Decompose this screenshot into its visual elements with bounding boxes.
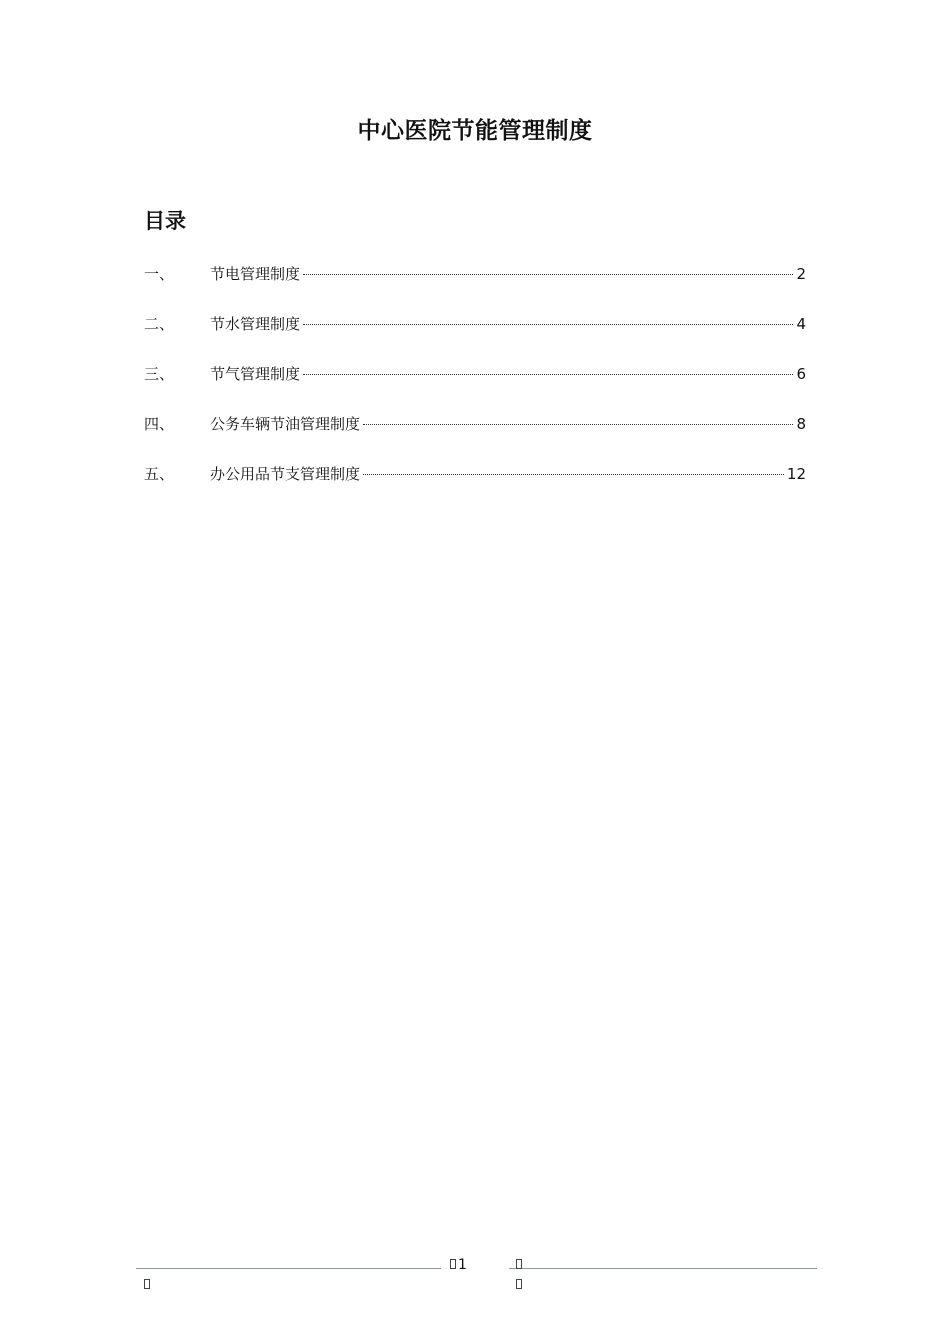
toc-entry-page: 2 [796, 265, 806, 283]
toc-dot-leader [303, 324, 793, 325]
missing-glyph-icon [450, 1259, 456, 1269]
missing-glyph-icon [516, 1279, 522, 1289]
toc-entry-number: 四、 [144, 415, 175, 433]
toc-entry-title: 公务车辆节油管理制度 [210, 415, 361, 433]
footer-rule-left [136, 1268, 441, 1269]
toc-entry-number: 一、 [144, 265, 175, 283]
missing-glyph-icon [144, 1279, 150, 1289]
toc-entry[interactable] [144, 462, 806, 512]
toc-entry[interactable] [144, 412, 806, 462]
toc-entry[interactable] [144, 262, 806, 312]
page-number-text: 1 [458, 1257, 467, 1273]
toc-entry-page: 8 [796, 415, 806, 433]
toc-dot-leader [363, 424, 793, 425]
toc-entry[interactable] [144, 312, 806, 362]
toc-dot-leader [303, 274, 793, 275]
toc-heading: 目录 [144, 209, 186, 233]
toc-entry-number: 五、 [144, 465, 175, 483]
toc-entry-page: 6 [796, 365, 806, 383]
toc-entry-title: 节水管理制度 [210, 315, 301, 333]
table-of-contents [144, 262, 806, 512]
footer-mark-right-top [516, 1254, 522, 1273]
toc-entry-number: 三、 [144, 365, 175, 383]
toc-entry-page: 12 [786, 465, 806, 483]
toc-entry-title: 节电管理制度 [210, 265, 301, 283]
footer-mark-right-bottom [516, 1274, 522, 1293]
toc-entry-title: 节气管理制度 [210, 365, 301, 383]
toc-entry-page: 4 [796, 315, 806, 333]
missing-glyph-icon [516, 1259, 522, 1269]
toc-entry[interactable] [144, 362, 806, 412]
toc-dot-leader [303, 374, 793, 375]
footer-mark-left [144, 1274, 150, 1293]
page-title: 中心医院节能管理制度 [357, 118, 593, 144]
footer-page-number [450, 1257, 467, 1273]
footer-rule-right [509, 1268, 817, 1269]
toc-entry-title: 办公用品节支管理制度 [210, 465, 361, 483]
toc-dot-leader [363, 474, 784, 475]
toc-entry-number: 二、 [144, 315, 175, 333]
